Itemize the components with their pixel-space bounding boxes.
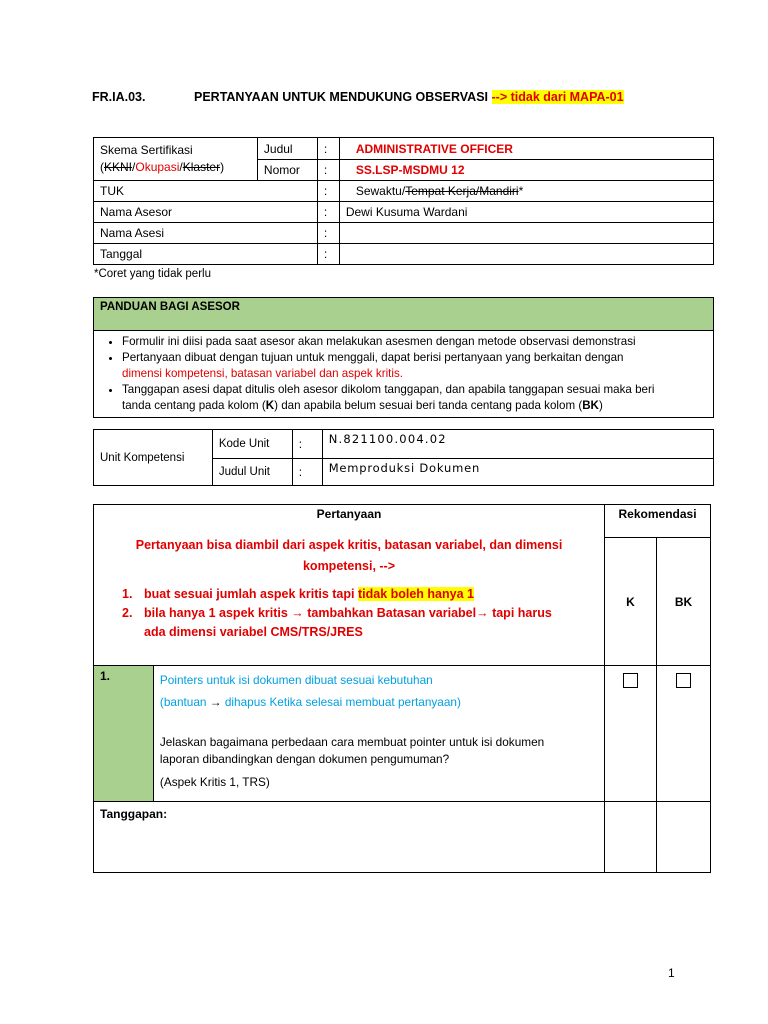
footnote: *Coret yang tidak perlu (94, 268, 211, 280)
judul-unit-label: Judul Unit (212, 459, 292, 486)
q1-k-cell (605, 666, 657, 802)
judul-label: Judul (257, 138, 317, 160)
bk-header: BK (657, 538, 711, 666)
panduan-item3-part: tanda centang pada kolom ( (122, 399, 266, 412)
panduan-item3-text: Tanggapan asesi dapat ditulis oleh asesor dikolom tanggapan, dan apabila tanggapan sesuai maka beri (122, 383, 655, 396)
asesi-label: Nama Asesi (94, 223, 318, 244)
kode-unit-value: N.821100.004.02 (322, 430, 713, 459)
q1-hint-1: Pointers untuk isi dokumen dibuat sesuai kebutuhan (159, 673, 433, 687)
q1-question-line: Jelaskan bagaimana perbedaan cara membuat pointer untuk isi dokumen (159, 735, 545, 749)
colon: : (317, 181, 339, 202)
pertanyaan-header: Pertanyaan (316, 507, 382, 521)
intro-line-2: kompetensi, --> (302, 559, 396, 573)
unit-table (93, 429, 714, 486)
pertanyaan-cell (94, 505, 605, 666)
q1-note: (Aspek Kritis 1, TRS) (159, 775, 270, 789)
k-ref: K (265, 399, 275, 412)
form-title-note: --> tidak dari MAPA-01 (491, 90, 624, 104)
judul-value: ADMINISTRATIVE OFFICER (339, 138, 713, 160)
page-number: 1 (668, 966, 675, 980)
judul-unit-value: Memproduksi Dokumen (322, 459, 713, 486)
nomor-label: Nomor (257, 160, 317, 181)
asesor-label: Nama Asesor (94, 202, 318, 223)
list-text (144, 604, 552, 642)
colon: : (317, 244, 339, 265)
list-number: 2. (122, 606, 133, 620)
list2-text: tambahkan Batasan variabel (303, 606, 477, 620)
list1-text: buat sesuai jumlah aspek kritis tapi (144, 587, 358, 601)
intro-list-item (122, 585, 596, 604)
nomor-value: SS.LSP-MSDMU 12 (339, 160, 713, 181)
q1-hint-text: dihapus Ketika selesai membuat pertanyaan) (221, 695, 461, 709)
arrow-right-icon: → (209, 695, 222, 709)
rekomendasi-header: Rekomendasi (605, 505, 711, 538)
info-table (93, 137, 714, 265)
list2-text: ada dimensi variabel CMS/TRS/JRES (144, 625, 363, 639)
q1-k-checkbox[interactable] (623, 673, 638, 688)
panduan-list (100, 334, 707, 414)
asesi-value[interactable] (339, 223, 713, 244)
skema-label: Skema Sertifikasi (100, 143, 193, 157)
skema-okupasi: Okupasi (135, 160, 180, 174)
colon: : (317, 202, 339, 223)
list2-text: tapi harus (488, 606, 552, 620)
kode-unit-label: Kode Unit (212, 430, 292, 459)
questions-table (93, 504, 711, 873)
colon: : (317, 138, 339, 160)
tuk-sewaktu: Sewaktu/ (355, 184, 406, 198)
intro-line-1: Pertanyaan bisa diambil dari aspek kritis, batasan variabel, dan dimensi (135, 538, 563, 552)
panduan-header: PANDUAN BAGI ASESOR (94, 298, 714, 331)
tanggal-label: Tanggal (94, 244, 318, 265)
form-title (194, 90, 624, 104)
q1-question (160, 734, 598, 768)
panduan-item2-text: Pertanyaan dibuat dengan tujuan untuk menggali, dapat berisi pertanyaan yang berkaitan dengan (122, 351, 624, 364)
panduan-item (122, 382, 707, 414)
list2-text: bila hanya 1 aspek kritis (144, 606, 292, 620)
q1-bk-checkbox[interactable] (676, 673, 691, 688)
tanggapan-k-cell[interactable] (605, 802, 657, 873)
q1-hint-2 (160, 692, 598, 712)
tuk-value (339, 181, 713, 202)
panduan-item3-part: ) dan apabila belum sesuai beri tanda centang pada kolom ( (274, 399, 583, 412)
colon: : (317, 223, 339, 244)
intro-list (102, 585, 596, 642)
intro-list-item (122, 604, 596, 642)
colon: : (292, 430, 322, 459)
tuk-star: * (518, 184, 524, 198)
arrow-right-icon: → (291, 606, 304, 620)
form-title-text: PERTANYAAN UNTUK MENDUKUNG OBSERVASI (194, 90, 489, 104)
panduan-item: • Formulir ini diisi pada saat asesor akan melakukan asesmen dengan metode observasi demonstrasi (122, 334, 707, 350)
tuk-label: TUK (94, 181, 318, 202)
skema-kkni: KKNI (104, 160, 133, 174)
panduan-table (93, 297, 714, 418)
q1-bk-cell (657, 666, 711, 802)
q1-number: 1. (94, 666, 154, 802)
bk-ref: BK (582, 399, 599, 412)
list-text (144, 585, 474, 604)
list-number: 1. (122, 587, 133, 601)
panduan-item2-red: dimensi kompetensi, batasan variabel dan aspek kritis. (122, 367, 403, 380)
skema-cell: Skema Sertifikasi (KKNI/Okupasi/Klaster) (94, 138, 258, 181)
k-header: K (605, 538, 657, 666)
arrow-right-icon: → (476, 606, 489, 620)
list1-highlight: tidak boleh hanya 1 (357, 587, 474, 601)
panduan-item (122, 350, 707, 382)
q1-question-line: laporan dibandingkan dengan dokumen pengumuman? (159, 752, 450, 766)
tanggapan-bk-cell[interactable] (657, 802, 711, 873)
colon: : (317, 160, 339, 181)
form-code: FR.IA.03. (92, 90, 146, 104)
tanggal-value[interactable] (339, 244, 713, 265)
tanggapan-cell[interactable]: Tanggapan: (94, 802, 605, 873)
skema-klaster: Klaster (182, 160, 221, 174)
colon: : (292, 459, 322, 486)
intro-text (102, 535, 596, 577)
q1-hint-text: (bantuan (159, 695, 210, 709)
tuk-struck: Tempat Kerja/Mandiri (405, 184, 519, 198)
panduan-item3-part: ) (598, 399, 603, 412)
q1-cell (153, 666, 604, 802)
panduan-body (94, 331, 714, 418)
unit-label: Unit Kompetensi (94, 430, 213, 486)
asesor-value: Dewi Kusuma Wardani (339, 202, 713, 223)
